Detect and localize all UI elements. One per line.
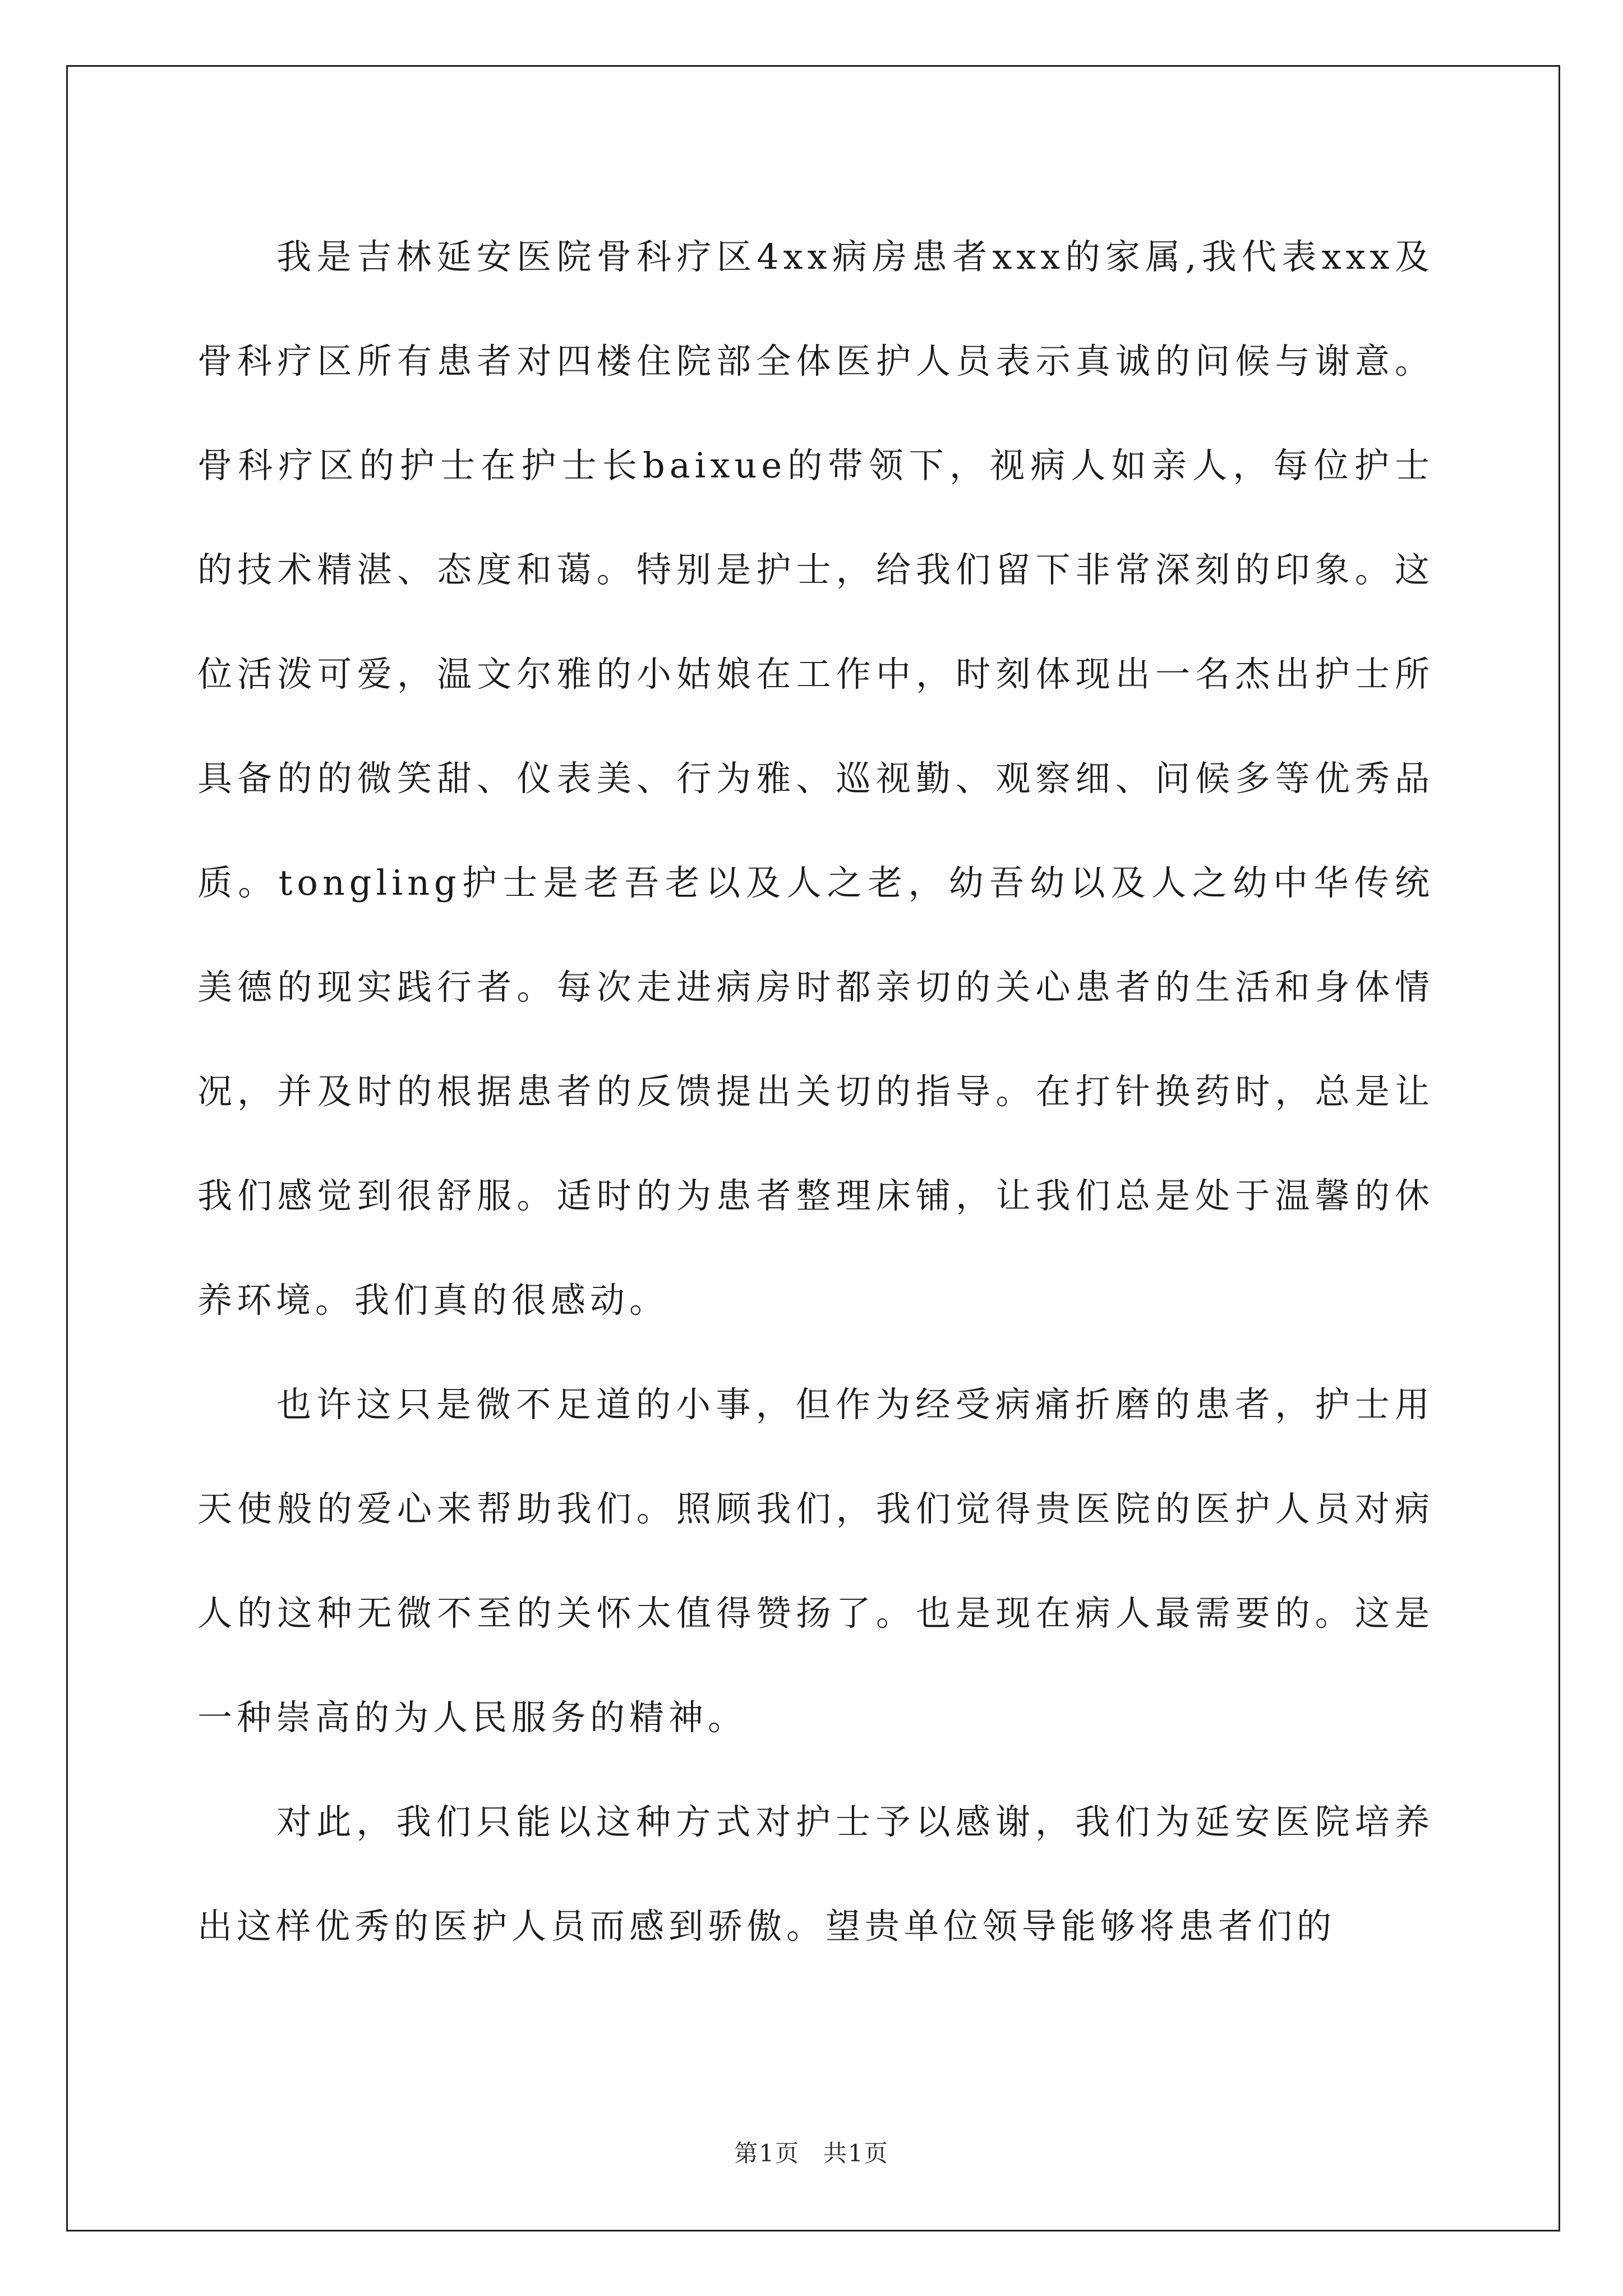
paragraph-2: 也许这只是微不足道的小事，但作为经受病痛折磨的患者，护士用天使般的爱心来帮助我们。照顾我们，我们觉得贵医院的医护人员对病人的这种无微不至的关怀太值得赞扬了。也是现在病人最需要的。这是一种崇高的为人民服务的精神。 <box>197 1384 1434 1738</box>
page-count: 共1页 <box>823 2139 889 2167</box>
page-footer <box>0 2135 1623 2169</box>
paragraph-1: 我是吉林延安医院骨科疗区4xx病房患者xxx的家属,我代表xxx及骨科疗区所有患者对四楼住院部全体医护人员表示真诚的问候与谢意。骨科疗区的护士在护士长baixue的带领下，视病人如亲人，每位护士的技术精湛、态度和蔼。特别是护士，给我们留下非常深刻的印象。这位活泼可爱，温文尔雅的小姑娘在工作中，时刻体现出一名杰出护士所具备的的微笑甜、仪表美、行为雅、巡视勤、观察细、问候多等优秀品质。tongling护士是老吾老以及人之老，幼吾幼以及人之幼中华传统美德的现实践行者。每次走进病房时都亲切的关心患者的生活和身体情况，并及时的根据患者的反馈提出关切的指导。在打针换药时，总是让我们感觉到很舒服。适时的为患者整理床铺，让我们总是处于温馨的休养环境。我们真的很感动。 <box>197 236 1434 1320</box>
page-number: 第1页 <box>734 2139 800 2167</box>
paragraph-3: 对此，我们只能以这种方式对护士予以感谢，我们为延安医院培养出这样优秀的医护人员而感到骄傲。望贵单位领导能够将患者们的 <box>197 1801 1434 1947</box>
document-body <box>197 222 1434 1978</box>
